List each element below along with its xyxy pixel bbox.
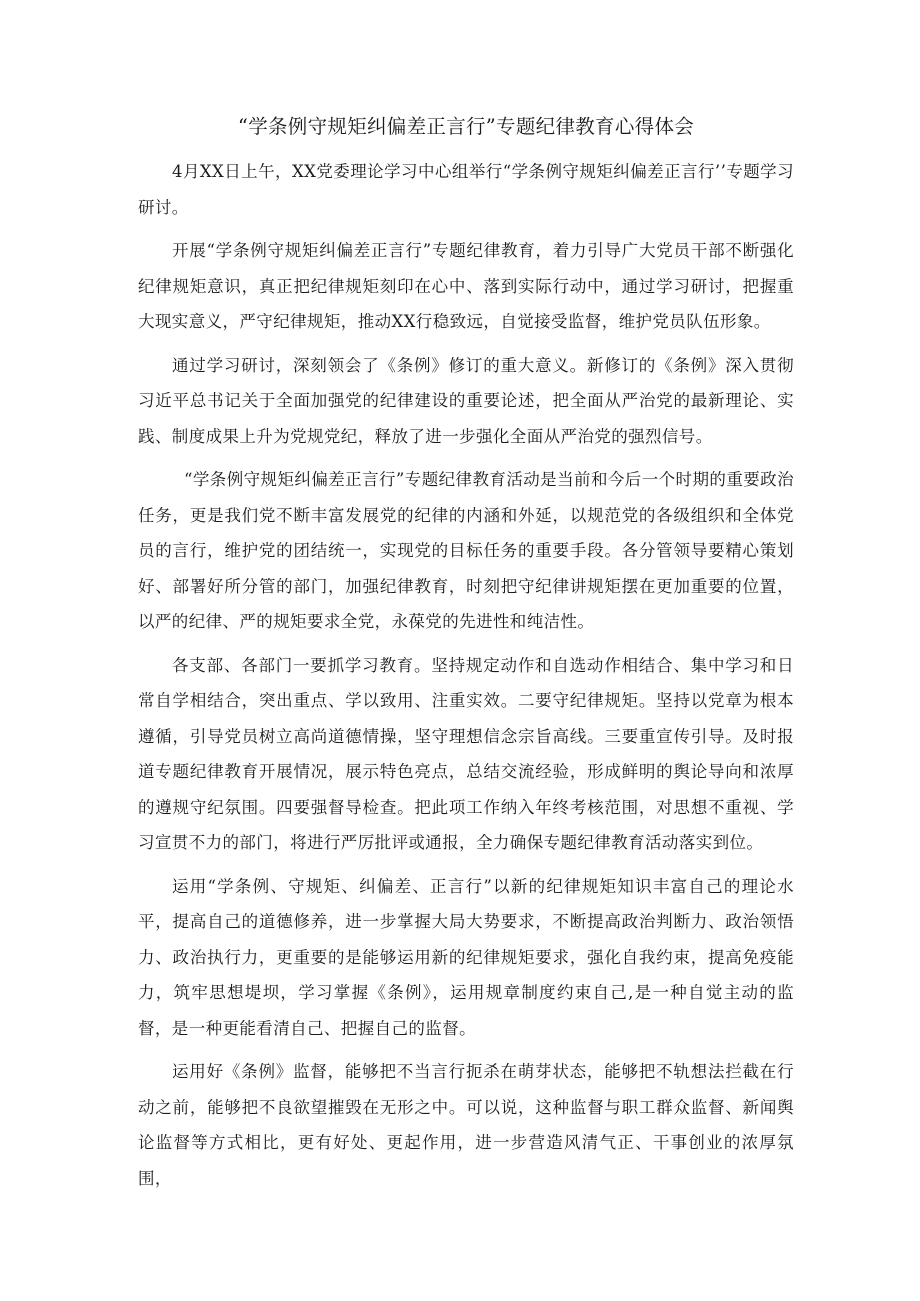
paragraph-political-task: “学条例守规矩纠偏差正言行”专题纪律教育活动是当前和今后一个时期的重要政治任务，更是我们党不断丰富发展党的纪律的内涵和外延，以规范党的各级组织和全体党员的言行，维护党的团结统一，实现党的目标任务的重要手段。各分管领导要精心策划好、部署好所分管的部门，加强纪律教育，时刻把守纪律讲规矩摆在更加重要的位置，以严的纪律、严的规矩要求全党，永葆党的先进性和纯洁性。 <box>138 470 794 631</box>
paragraph-supervision: 运用好《条例》监督，能够把不当言行扼杀在萌芽状态，能够把不轨想法拦截在行动之前，能够把不良欲望摧毁在无形之中。可以说，这种监督与职工群众监督、新闻舆论监督等方式相比，更有好处、更起作用，进一步营造风清气正、干事创业的浓厚氛围， <box>138 1062 794 1188</box>
paragraph-meeting-intro: 4月XX日上午，XX党委理论学习中心组举行“学条例守规矩纠偏差正言行’’专题学习研讨。 <box>138 162 794 217</box>
document-title: “学条例守规矩纠偏差正言行”专题纪律教育心得体会 <box>237 115 695 138</box>
document-page <box>138 112 794 1204</box>
paragraph-regulation-significance: 通过学习研讨，深刻领会了《条例》修订的重大意义。新修订的《条例》深入贯彻习近平总书记关于全面加强党的纪律建设的重要论述，把全面从严治党的最新理论、实践、制度成果上升为党规党纪，释放了进一步强化全面从严治党的强烈信号。 <box>138 355 794 446</box>
paragraph-department-requirements: 各支部、各部门一要抓学习教育。坚持规定动作和自选动作相结合、集中学习和日常自学相结合，突出重点、学以致用、注重实效。二要守纪律规矩。坚持以党章为根本遵循，引导党员树立高尚道德情操，坚守理想信念宗旨高线。三要重宣传引导。及时报道专题纪律教育开展情况，展示特色亮点，总结交流经验，形成鲜明的舆论导向和浓厚的遵规守纪氛围。四要强督导检查。把此项工作纳入年终考核范围，对思想不重视、学习宣贯不力的部门，将进行严厉批评或通报，全力确保专题纪律教育活动落实到位。 <box>138 655 794 852</box>
paragraph-education-purpose: 开展“学条例守规矩纠偏差正言行”专题纪律教育，着力引导广大党员干部不断强化纪律规矩意识，真正把纪律规矩刻印在心中、落到实际行动中，通过学习研讨，把握重大现实意义，严守纪律规矩，推动XX行稳致远，自觉接受监督，维护党员队伍形象。 <box>138 241 794 331</box>
paragraph-self-improvement: 运用“学条例、守规矩、纠偏差、正言行”以新的纪律规矩知识丰富自己的理论水平，提高自己的道德修养，进一步掌握大局大势要求，不断提高政治判断力、政治领悟力、政治执行力，更重要的是能够运用新的纪律规矩要求，强化自我约束，提高免疫能力，筑牢思想堤坝，学习掌握《条例》，运用规章制度约束自己,是一种自觉主动的监督，是一种更能看清自己、把握自己的监督。 <box>138 876 794 1038</box>
